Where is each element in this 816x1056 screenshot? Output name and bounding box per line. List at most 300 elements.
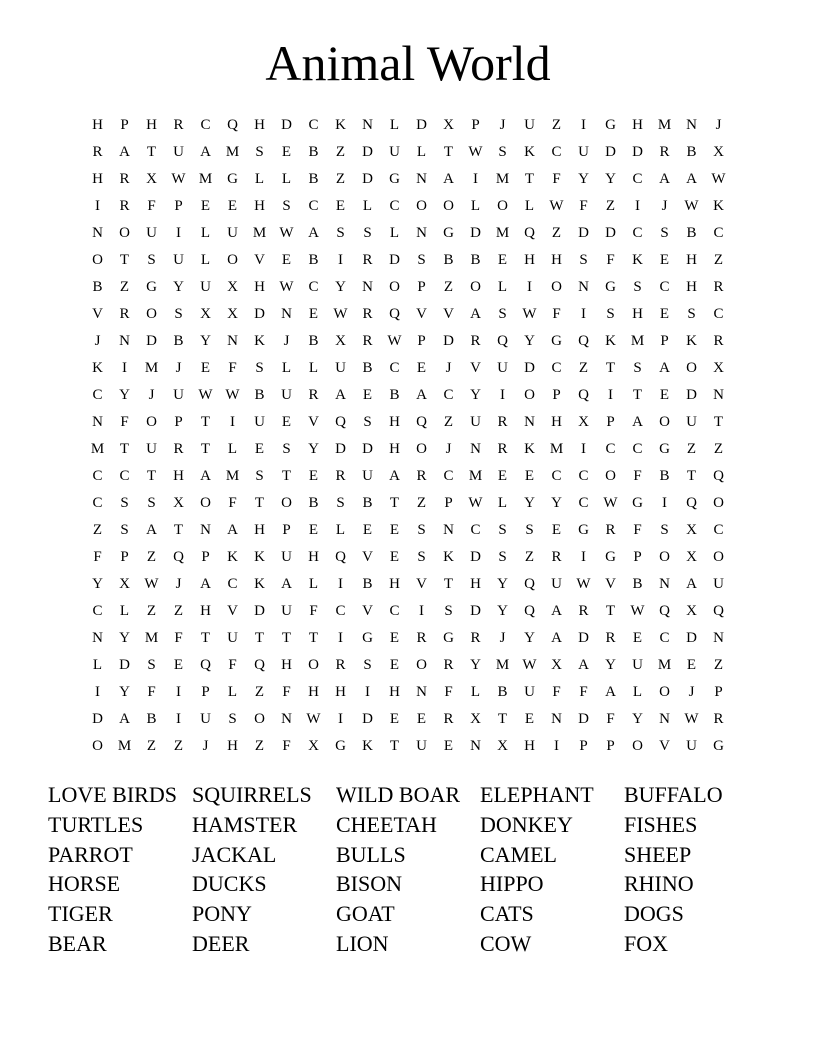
- grid-letter[interactable]: U: [200, 279, 211, 295]
- grid-letter[interactable]: W: [576, 576, 591, 592]
- grid-letter[interactable]: P: [120, 549, 129, 565]
- grid-letter[interactable]: N: [551, 711, 562, 727]
- grid-letter[interactable]: B: [362, 360, 373, 376]
- grid-letter[interactable]: H: [254, 117, 265, 133]
- grid-letter[interactable]: E: [551, 522, 562, 538]
- grid-letter[interactable]: J: [499, 630, 506, 646]
- grid-letter[interactable]: Y: [308, 441, 319, 457]
- grid-letter[interactable]: E: [308, 522, 319, 538]
- grid-letter[interactable]: X: [227, 306, 238, 322]
- grid-letter[interactable]: G: [389, 171, 400, 187]
- grid-letter[interactable]: N: [281, 711, 292, 727]
- grid-letter[interactable]: Q: [524, 603, 535, 619]
- grid-letter[interactable]: D: [362, 144, 373, 160]
- grid-letter[interactable]: H: [551, 414, 562, 430]
- grid-letter[interactable]: Q: [713, 468, 724, 484]
- grid-letter[interactable]: L: [470, 198, 481, 214]
- grid-letter[interactable]: U: [497, 360, 508, 376]
- grid-letter[interactable]: O: [119, 225, 130, 241]
- grid-letter[interactable]: R: [578, 603, 589, 619]
- grid-letter[interactable]: I: [581, 549, 586, 565]
- grid-letter[interactable]: L: [335, 522, 346, 538]
- grid-letter[interactable]: R: [443, 657, 454, 673]
- grid-letter[interactable]: U: [335, 360, 346, 376]
- grid-letter[interactable]: S: [363, 225, 372, 241]
- grid-letter[interactable]: B: [362, 495, 373, 511]
- grid-letter[interactable]: R: [605, 630, 616, 646]
- grid-letter[interactable]: J: [283, 333, 290, 349]
- grid-letter[interactable]: U: [578, 144, 589, 160]
- grid-letter[interactable]: C: [389, 360, 400, 376]
- grid-letter[interactable]: I: [473, 171, 478, 187]
- grid-letter[interactable]: B: [686, 144, 697, 160]
- grid-letter[interactable]: S: [255, 468, 264, 484]
- grid-letter[interactable]: H: [389, 684, 400, 700]
- grid-letter[interactable]: A: [416, 387, 427, 403]
- grid-letter[interactable]: D: [92, 711, 103, 727]
- grid-letter[interactable]: Y: [119, 387, 130, 403]
- grid-letter[interactable]: Z: [713, 441, 724, 457]
- grid-letter[interactable]: U: [173, 387, 184, 403]
- grid-letter[interactable]: N: [416, 684, 427, 700]
- grid-letter[interactable]: B: [497, 684, 508, 700]
- grid-letter[interactable]: T: [389, 738, 400, 754]
- grid-letter[interactable]: W: [468, 144, 483, 160]
- grid-letter[interactable]: P: [282, 522, 291, 538]
- grid-letter[interactable]: Z: [335, 171, 346, 187]
- grid-letter[interactable]: H: [173, 468, 184, 484]
- grid-letter[interactable]: P: [417, 333, 426, 349]
- grid-letter[interactable]: E: [308, 306, 319, 322]
- grid-letter[interactable]: V: [416, 576, 427, 592]
- grid-letter[interactable]: C: [92, 495, 103, 511]
- grid-letter[interactable]: L: [497, 495, 508, 511]
- grid-letter[interactable]: T: [200, 441, 211, 457]
- grid-letter[interactable]: E: [200, 360, 211, 376]
- grid-letter[interactable]: Z: [119, 279, 130, 295]
- grid-letter[interactable]: C: [659, 279, 670, 295]
- grid-letter[interactable]: F: [147, 684, 156, 700]
- grid-letter[interactable]: U: [281, 387, 292, 403]
- grid-letter[interactable]: S: [444, 603, 453, 619]
- grid-letter[interactable]: R: [497, 414, 508, 430]
- grid-letter[interactable]: O: [227, 252, 238, 268]
- grid-letter[interactable]: Y: [119, 684, 130, 700]
- grid-letter[interactable]: Y: [497, 603, 508, 619]
- grid-letter[interactable]: R: [119, 306, 130, 322]
- grid-letter[interactable]: D: [470, 549, 481, 565]
- grid-letter[interactable]: D: [362, 711, 373, 727]
- grid-letter[interactable]: N: [470, 738, 481, 754]
- grid-letter[interactable]: E: [389, 711, 400, 727]
- grid-letter[interactable]: Z: [254, 684, 265, 700]
- grid-letter[interactable]: Y: [92, 576, 103, 592]
- grid-letter[interactable]: W: [198, 387, 213, 403]
- grid-letter[interactable]: D: [119, 657, 130, 673]
- grid-letter[interactable]: C: [551, 468, 562, 484]
- grid-letter[interactable]: B: [254, 387, 265, 403]
- grid-letter[interactable]: X: [173, 495, 184, 511]
- grid-letter[interactable]: U: [524, 117, 535, 133]
- grid-letter[interactable]: B: [308, 144, 319, 160]
- grid-letter[interactable]: E: [281, 144, 292, 160]
- grid-letter[interactable]: W: [306, 711, 321, 727]
- grid-letter[interactable]: Q: [524, 576, 535, 592]
- grid-letter[interactable]: A: [227, 522, 238, 538]
- grid-letter[interactable]: T: [497, 711, 508, 727]
- grid-letter[interactable]: S: [282, 441, 291, 457]
- grid-letter[interactable]: S: [255, 144, 264, 160]
- grid-letter[interactable]: X: [227, 279, 238, 295]
- grid-letter[interactable]: I: [581, 117, 586, 133]
- grid-letter[interactable]: B: [443, 252, 454, 268]
- grid-letter[interactable]: R: [335, 657, 346, 673]
- grid-letter[interactable]: D: [146, 333, 157, 349]
- grid-letter[interactable]: Z: [173, 603, 184, 619]
- grid-letter[interactable]: T: [173, 522, 184, 538]
- grid-letter[interactable]: I: [581, 441, 586, 457]
- grid-letter[interactable]: B: [632, 576, 643, 592]
- grid-letter[interactable]: W: [549, 198, 564, 214]
- grid-letter[interactable]: X: [146, 171, 157, 187]
- grid-letter[interactable]: A: [119, 144, 130, 160]
- grid-letter[interactable]: D: [389, 252, 400, 268]
- grid-letter[interactable]: U: [227, 225, 238, 241]
- grid-letter[interactable]: E: [281, 414, 292, 430]
- grid-letter[interactable]: C: [659, 630, 670, 646]
- grid-letter[interactable]: N: [92, 414, 103, 430]
- grid-letter[interactable]: I: [419, 603, 424, 619]
- grid-letter[interactable]: N: [362, 279, 373, 295]
- grid-letter[interactable]: V: [362, 603, 373, 619]
- grid-letter[interactable]: R: [551, 549, 562, 565]
- grid-letter[interactable]: V: [254, 252, 265, 268]
- grid-letter[interactable]: M: [225, 144, 240, 160]
- grid-letter[interactable]: R: [713, 279, 724, 295]
- grid-letter[interactable]: H: [308, 549, 319, 565]
- grid-letter[interactable]: C: [551, 144, 562, 160]
- grid-letter[interactable]: O: [713, 549, 724, 565]
- grid-letter[interactable]: B: [659, 468, 670, 484]
- grid-letter[interactable]: H: [200, 603, 211, 619]
- grid-letter[interactable]: Q: [389, 306, 400, 322]
- grid-letter[interactable]: Q: [686, 495, 697, 511]
- grid-letter[interactable]: X: [470, 711, 481, 727]
- grid-letter[interactable]: Q: [416, 414, 427, 430]
- grid-letter[interactable]: L: [254, 171, 265, 187]
- grid-letter[interactable]: O: [254, 711, 265, 727]
- grid-letter[interactable]: H: [281, 657, 292, 673]
- grid-letter[interactable]: Y: [119, 630, 130, 646]
- grid-letter[interactable]: P: [201, 684, 210, 700]
- grid-letter[interactable]: F: [174, 630, 183, 646]
- grid-letter[interactable]: Q: [578, 387, 589, 403]
- grid-letter[interactable]: G: [551, 333, 562, 349]
- grid-letter[interactable]: E: [686, 657, 697, 673]
- grid-letter[interactable]: A: [389, 468, 400, 484]
- grid-letter[interactable]: S: [498, 306, 507, 322]
- grid-letter[interactable]: F: [120, 414, 129, 430]
- grid-letter[interactable]: G: [362, 630, 373, 646]
- grid-letter[interactable]: H: [335, 684, 346, 700]
- grid-letter[interactable]: I: [95, 198, 100, 214]
- grid-letter[interactable]: F: [147, 198, 156, 214]
- grid-letter[interactable]: L: [281, 171, 292, 187]
- grid-letter[interactable]: P: [714, 684, 723, 700]
- grid-letter[interactable]: Y: [632, 711, 643, 727]
- grid-letter[interactable]: V: [227, 603, 238, 619]
- grid-letter[interactable]: Z: [524, 549, 535, 565]
- grid-letter[interactable]: U: [254, 414, 265, 430]
- grid-letter[interactable]: L: [92, 657, 103, 673]
- grid-letter[interactable]: Y: [524, 333, 535, 349]
- grid-letter[interactable]: N: [686, 117, 697, 133]
- grid-letter[interactable]: S: [498, 522, 507, 538]
- grid-letter[interactable]: H: [632, 117, 643, 133]
- grid-letter[interactable]: X: [713, 360, 724, 376]
- grid-letter[interactable]: J: [202, 738, 209, 754]
- grid-letter[interactable]: W: [684, 711, 699, 727]
- grid-letter[interactable]: O: [308, 657, 319, 673]
- grid-letter[interactable]: P: [606, 738, 615, 754]
- grid-letter[interactable]: M: [549, 441, 564, 457]
- grid-letter[interactable]: Z: [416, 495, 427, 511]
- grid-letter[interactable]: M: [630, 333, 645, 349]
- grid-letter[interactable]: N: [200, 522, 211, 538]
- grid-letter[interactable]: D: [254, 306, 265, 322]
- grid-letter[interactable]: N: [578, 279, 589, 295]
- grid-letter[interactable]: R: [92, 144, 103, 160]
- grid-letter[interactable]: A: [470, 306, 481, 322]
- grid-letter[interactable]: T: [200, 630, 211, 646]
- grid-letter[interactable]: R: [362, 252, 373, 268]
- grid-letter[interactable]: L: [470, 684, 481, 700]
- grid-letter[interactable]: L: [362, 198, 373, 214]
- grid-letter[interactable]: A: [632, 414, 643, 430]
- grid-letter[interactable]: X: [686, 549, 697, 565]
- grid-letter[interactable]: I: [338, 630, 343, 646]
- grid-letter[interactable]: K: [686, 333, 697, 349]
- grid-letter[interactable]: R: [605, 522, 616, 538]
- grid-letter[interactable]: Y: [605, 657, 616, 673]
- grid-letter[interactable]: P: [606, 414, 615, 430]
- grid-letter[interactable]: V: [605, 576, 616, 592]
- grid-letter[interactable]: C: [713, 225, 724, 241]
- grid-letter[interactable]: V: [443, 306, 454, 322]
- grid-letter[interactable]: Y: [173, 279, 184, 295]
- grid-letter[interactable]: D: [524, 360, 535, 376]
- grid-letter[interactable]: W: [711, 171, 726, 187]
- grid-letter[interactable]: R: [416, 630, 427, 646]
- grid-letter[interactable]: I: [338, 711, 343, 727]
- grid-letter[interactable]: I: [176, 225, 181, 241]
- grid-letter[interactable]: E: [524, 468, 535, 484]
- grid-letter[interactable]: B: [146, 711, 157, 727]
- grid-letter[interactable]: D: [362, 171, 373, 187]
- grid-letter[interactable]: O: [551, 279, 562, 295]
- grid-letter[interactable]: F: [282, 684, 291, 700]
- grid-letter[interactable]: F: [93, 549, 102, 565]
- grid-letter[interactable]: P: [579, 738, 588, 754]
- grid-letter[interactable]: S: [498, 144, 507, 160]
- grid-letter[interactable]: H: [254, 198, 265, 214]
- grid-letter[interactable]: S: [660, 225, 669, 241]
- grid-letter[interactable]: E: [308, 468, 319, 484]
- grid-letter[interactable]: C: [200, 117, 211, 133]
- grid-letter[interactable]: E: [389, 657, 400, 673]
- grid-letter[interactable]: M: [198, 171, 213, 187]
- grid-letter[interactable]: Q: [335, 549, 346, 565]
- grid-letter[interactable]: X: [308, 738, 319, 754]
- grid-letter[interactable]: R: [713, 333, 724, 349]
- grid-letter[interactable]: Z: [335, 144, 346, 160]
- grid-letter[interactable]: F: [579, 684, 588, 700]
- grid-letter[interactable]: I: [365, 684, 370, 700]
- grid-letter[interactable]: E: [362, 522, 373, 538]
- grid-letter[interactable]: T: [632, 387, 643, 403]
- grid-letter[interactable]: U: [686, 738, 697, 754]
- grid-letter[interactable]: W: [522, 306, 537, 322]
- grid-letter[interactable]: B: [308, 252, 319, 268]
- grid-letter[interactable]: S: [120, 495, 129, 511]
- grid-letter[interactable]: O: [686, 360, 697, 376]
- grid-letter[interactable]: W: [333, 306, 348, 322]
- grid-letter[interactable]: P: [174, 414, 183, 430]
- grid-letter[interactable]: L: [200, 252, 211, 268]
- grid-letter[interactable]: O: [470, 279, 481, 295]
- grid-letter[interactable]: X: [686, 603, 697, 619]
- grid-letter[interactable]: R: [470, 630, 481, 646]
- grid-letter[interactable]: U: [146, 441, 157, 457]
- grid-letter[interactable]: L: [389, 225, 400, 241]
- grid-letter[interactable]: Y: [470, 657, 481, 673]
- grid-letter[interactable]: S: [363, 414, 372, 430]
- grid-letter[interactable]: N: [281, 306, 292, 322]
- grid-letter[interactable]: L: [632, 684, 643, 700]
- grid-letter[interactable]: G: [227, 171, 238, 187]
- grid-letter[interactable]: C: [119, 468, 130, 484]
- grid-letter[interactable]: S: [633, 360, 642, 376]
- grid-letter[interactable]: O: [416, 657, 427, 673]
- grid-letter[interactable]: J: [148, 387, 155, 403]
- grid-letter[interactable]: G: [605, 117, 616, 133]
- grid-letter[interactable]: Y: [200, 333, 211, 349]
- grid-letter[interactable]: T: [254, 495, 265, 511]
- grid-letter[interactable]: M: [225, 468, 240, 484]
- grid-letter[interactable]: J: [499, 117, 506, 133]
- grid-letter[interactable]: U: [686, 414, 697, 430]
- grid-letter[interactable]: R: [119, 198, 130, 214]
- grid-letter[interactable]: M: [495, 225, 510, 241]
- grid-letter[interactable]: O: [146, 414, 157, 430]
- grid-letter[interactable]: V: [308, 414, 319, 430]
- grid-letter[interactable]: Z: [173, 738, 184, 754]
- grid-letter[interactable]: L: [308, 360, 319, 376]
- grid-letter[interactable]: F: [309, 603, 318, 619]
- grid-letter[interactable]: P: [174, 198, 183, 214]
- grid-letter[interactable]: C: [713, 522, 724, 538]
- grid-letter[interactable]: E: [227, 198, 238, 214]
- grid-letter[interactable]: C: [308, 117, 319, 133]
- grid-letter[interactable]: H: [92, 117, 103, 133]
- grid-letter[interactable]: N: [659, 576, 670, 592]
- grid-letter[interactable]: S: [417, 252, 426, 268]
- grid-letter[interactable]: O: [443, 198, 454, 214]
- grid-letter[interactable]: B: [362, 576, 373, 592]
- grid-letter[interactable]: A: [551, 630, 562, 646]
- grid-letter[interactable]: J: [661, 198, 668, 214]
- grid-letter[interactable]: G: [335, 738, 346, 754]
- grid-letter[interactable]: G: [146, 279, 157, 295]
- grid-letter[interactable]: O: [146, 306, 157, 322]
- grid-letter[interactable]: Z: [713, 657, 724, 673]
- grid-letter[interactable]: K: [92, 360, 103, 376]
- grid-letter[interactable]: Y: [578, 171, 589, 187]
- grid-letter[interactable]: D: [443, 333, 454, 349]
- grid-letter[interactable]: G: [605, 549, 616, 565]
- grid-letter[interactable]: D: [578, 630, 589, 646]
- grid-letter[interactable]: D: [281, 117, 292, 133]
- grid-letter[interactable]: H: [551, 252, 562, 268]
- grid-letter[interactable]: C: [389, 603, 400, 619]
- grid-letter[interactable]: L: [227, 684, 238, 700]
- grid-letter[interactable]: C: [308, 279, 319, 295]
- grid-letter[interactable]: S: [363, 657, 372, 673]
- grid-letter[interactable]: I: [662, 495, 667, 511]
- grid-letter[interactable]: Z: [443, 414, 454, 430]
- grid-letter[interactable]: T: [524, 171, 535, 187]
- grid-letter[interactable]: E: [335, 198, 346, 214]
- grid-letter[interactable]: A: [686, 171, 697, 187]
- grid-letter[interactable]: A: [308, 225, 319, 241]
- grid-letter[interactable]: E: [497, 468, 508, 484]
- grid-letter[interactable]: F: [552, 171, 561, 187]
- grid-letter[interactable]: J: [445, 441, 452, 457]
- grid-letter[interactable]: W: [225, 387, 240, 403]
- grid-letter[interactable]: O: [659, 414, 670, 430]
- grid-letter[interactable]: W: [603, 495, 618, 511]
- grid-letter[interactable]: X: [119, 576, 130, 592]
- grid-letter[interactable]: F: [552, 684, 561, 700]
- grid-letter[interactable]: T: [605, 603, 616, 619]
- grid-letter[interactable]: U: [200, 711, 211, 727]
- grid-letter[interactable]: Z: [443, 279, 454, 295]
- grid-letter[interactable]: X: [335, 333, 346, 349]
- grid-letter[interactable]: K: [713, 198, 724, 214]
- grid-letter[interactable]: X: [497, 738, 508, 754]
- grid-letter[interactable]: N: [227, 333, 238, 349]
- grid-letter[interactable]: Z: [578, 360, 589, 376]
- grid-letter[interactable]: C: [578, 468, 589, 484]
- grid-letter[interactable]: H: [470, 576, 481, 592]
- grid-letter[interactable]: A: [686, 576, 697, 592]
- grid-letter[interactable]: F: [633, 522, 642, 538]
- grid-letter[interactable]: A: [551, 603, 562, 619]
- grid-letter[interactable]: K: [254, 333, 265, 349]
- grid-letter[interactable]: N: [659, 711, 670, 727]
- grid-letter[interactable]: T: [281, 630, 292, 646]
- grid-letter[interactable]: Y: [551, 495, 562, 511]
- grid-letter[interactable]: U: [416, 738, 427, 754]
- grid-letter[interactable]: O: [416, 441, 427, 457]
- grid-letter[interactable]: W: [522, 657, 537, 673]
- grid-letter[interactable]: C: [308, 198, 319, 214]
- grid-letter[interactable]: U: [281, 603, 292, 619]
- grid-letter[interactable]: E: [389, 549, 400, 565]
- grid-letter[interactable]: W: [468, 495, 483, 511]
- grid-letter[interactable]: E: [524, 711, 535, 727]
- grid-letter[interactable]: R: [308, 387, 319, 403]
